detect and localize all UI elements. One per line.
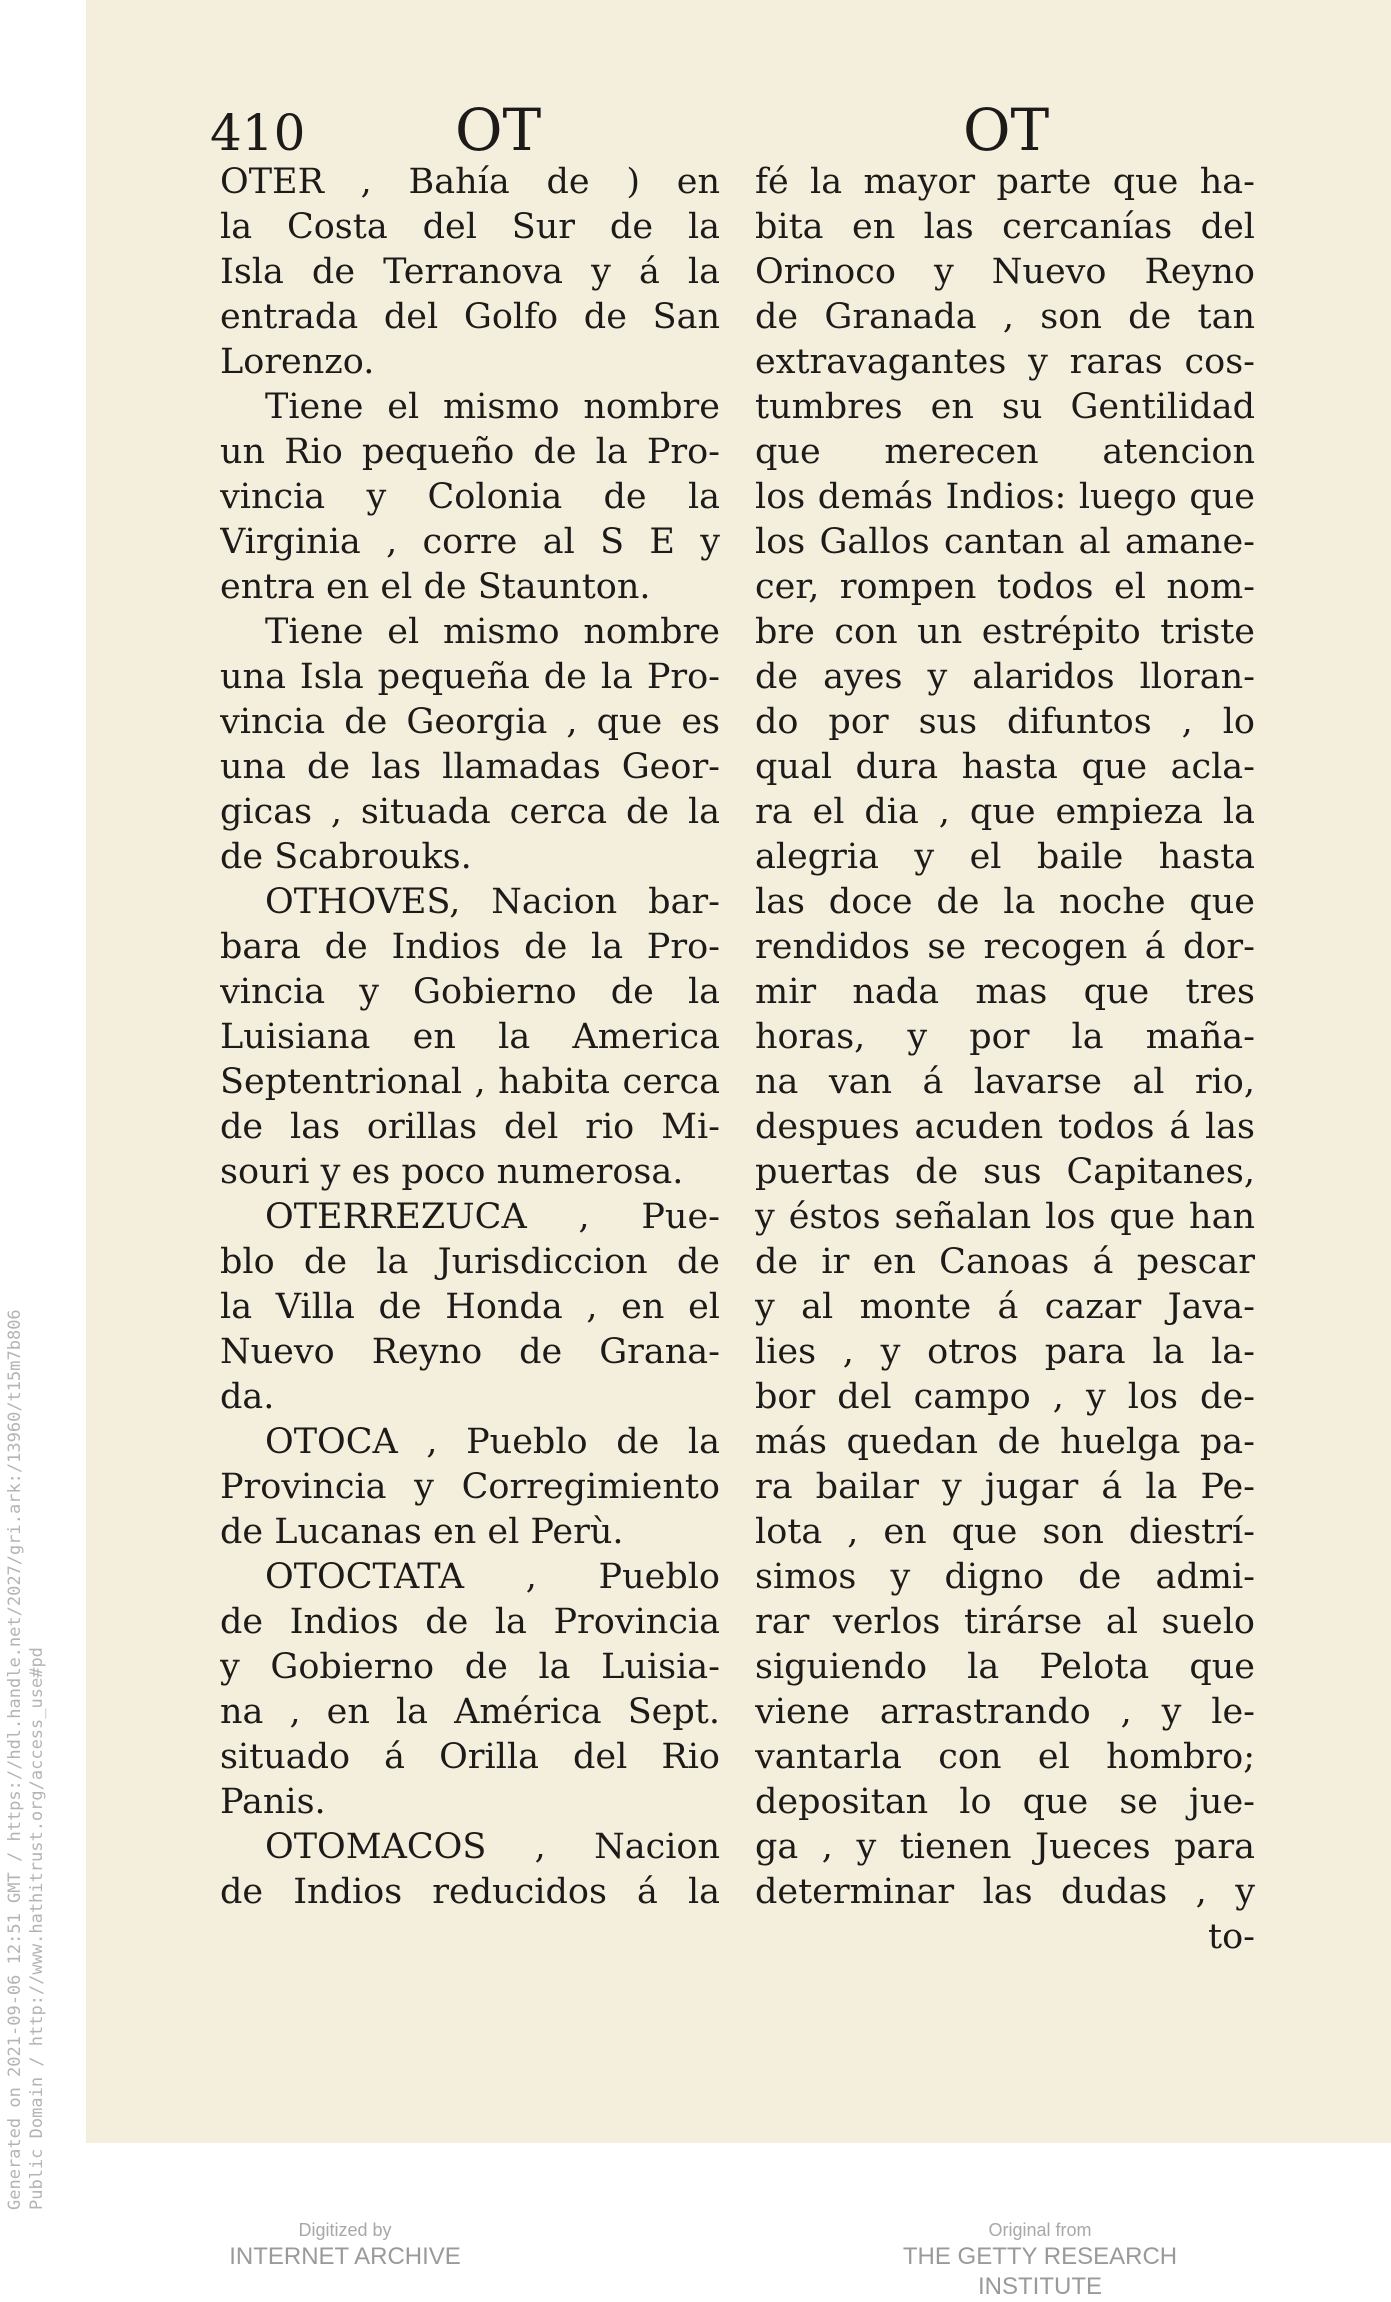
text-line: de Granada , son de tan: [755, 297, 1255, 337]
text-line: tumbres en su Gentilidad: [755, 387, 1255, 427]
digitized-by-credit: [220, 2218, 470, 2272]
text-line: gicas , situada cerca de la: [220, 792, 720, 832]
text-line: de ayes y alaridos lloran-: [755, 657, 1255, 697]
text-line: lota , en que son diestrí-: [755, 1512, 1255, 1552]
text-line: una de las llamadas Geor-: [220, 747, 720, 787]
generated-notice-line: Generated on 2021-09-06 12:51 GMT / https://hdl.handle.net/2027/gri.ark:/13960/t15m7b806: [5, 1309, 25, 2210]
text-line: Luisiana en la America: [220, 1017, 720, 1057]
text-line: despues acuden todos á las: [755, 1107, 1255, 1147]
text-line: da.: [220, 1377, 275, 1417]
text-line: y Gobierno de la Luisia-: [220, 1647, 720, 1687]
left-text-column: [220, 160, 720, 1915]
running-head-left: OT: [455, 96, 542, 164]
text-line: un Rio pequeño de la Pro-: [220, 432, 720, 472]
text-line: extravagantes y raras cos-: [755, 342, 1255, 382]
right-text-column: [755, 160, 1255, 1960]
text-line: rar verlos tirárse al suelo: [755, 1602, 1255, 1642]
text-line: Orinoco y Nuevo Reyno: [755, 252, 1255, 292]
text-line: Septentrional , habita cerca: [220, 1062, 720, 1102]
text-line: OTOCA , Pueblo de la: [265, 1422, 720, 1462]
text-line: bor del campo , y los de-: [755, 1377, 1255, 1417]
text-line: una Isla pequeña de la Pro-: [220, 657, 720, 697]
text-line: OTHOVES, Nacion bar-: [265, 882, 720, 922]
text-line: Nuevo Reyno de Grana-: [220, 1332, 720, 1372]
text-line: Panis.: [220, 1782, 326, 1822]
text-line: vincia y Colonia de la: [220, 477, 720, 517]
text-line: mir nada mas que tres: [755, 972, 1255, 1012]
text-line: na , en la América Sept.: [220, 1692, 720, 1732]
getty-institute-label: THE GETTY RESEARCH INSTITUTE: [902, 2243, 1178, 2300]
text-line: los Gallos cantan al amane-: [755, 522, 1255, 562]
text-line: Lorenzo.: [220, 342, 375, 382]
text-line: Provincia y Corregimiento: [220, 1467, 720, 1507]
text-line: Tiene el mismo nombre: [265, 387, 720, 427]
text-line: rendidos se recogen á dor-: [755, 927, 1255, 967]
text-line: simos y digno de admi-: [755, 1557, 1255, 1597]
text-line: y éstos señalan los que han: [755, 1197, 1255, 1237]
text-line: la Villa de Honda , en el: [220, 1287, 720, 1327]
text-line: ra el dia , que empieza la: [755, 792, 1255, 832]
text-line: los demás Indios: luego que: [755, 477, 1255, 517]
text-line: na van á lavarse al rio,: [755, 1062, 1255, 1102]
text-line: situado á Orilla del Rio: [220, 1737, 720, 1777]
text-line: determinar las dudas , y: [755, 1872, 1255, 1912]
text-line: Tiene el mismo nombre: [265, 612, 720, 652]
text-line: de Lucanas en el Perù.: [220, 1512, 624, 1552]
text-line: bita en las cercanías del: [755, 207, 1255, 247]
original-from-credit: [840, 2218, 1240, 2302]
text-line: OTERREZUCA , Pue-: [265, 1197, 720, 1237]
text-line: depositan lo que se jue-: [755, 1782, 1255, 1822]
internet-archive-label: INTERNET ARCHIVE: [229, 2243, 461, 2270]
text-line: de las orillas del rio Mi-: [220, 1107, 720, 1147]
text-line: bre con un estrépito triste: [755, 612, 1255, 652]
text-line: Virginia , corre al S E y: [220, 522, 720, 562]
page-number: 410: [210, 104, 306, 162]
text-line: ra bailar y jugar á la Pe-: [755, 1467, 1255, 1507]
text-line: entrada del Golfo de San: [220, 297, 720, 337]
text-line: lies , y otros para la la-: [755, 1332, 1255, 1372]
text-line: vincia y Gobierno de la: [220, 972, 720, 1012]
text-line: bara de Indios de la Pro-: [220, 927, 720, 967]
text-line: to-: [1208, 1917, 1255, 1957]
text-line: siguiendo la Pelota que: [755, 1647, 1255, 1687]
original-from-label: Original from: [988, 2220, 1092, 2240]
text-line: blo de la Jurisdiccion de: [220, 1242, 720, 1282]
text-line: y al monte á cazar Java-: [755, 1287, 1255, 1327]
text-line: do por sus difuntos , lo: [755, 702, 1255, 742]
text-line: que merecen atencion: [755, 432, 1255, 472]
text-line: Isla de Terranova y á la: [220, 252, 720, 292]
running-head-right: OT: [963, 96, 1050, 164]
text-line: las doce de la noche que: [755, 882, 1255, 922]
text-line: la Costa del Sur de la: [220, 207, 720, 247]
text-line: vantarla con el hombro;: [755, 1737, 1255, 1777]
text-line: de Indios reducidos á la: [220, 1872, 720, 1912]
text-line: de Scabrouks.: [220, 837, 472, 877]
public-domain-notice-line: Public Domain / http://www.hathitrust.org/access_use#pd: [27, 1647, 47, 2210]
digitized-by-label: Digitized by: [298, 2220, 392, 2240]
text-line: ga , y tienen Jueces para: [755, 1827, 1255, 1867]
text-line: souri y es poco numerosa.: [220, 1152, 684, 1192]
text-line: entra en el de Staunton.: [220, 567, 651, 607]
text-line: viene arrastrando , y le-: [755, 1692, 1255, 1732]
text-line: de ir en Canoas á pescar: [755, 1242, 1255, 1282]
text-line: horas, y por la maña-: [755, 1017, 1255, 1057]
text-line: fé la mayor parte que ha-: [755, 162, 1255, 202]
text-line: puertas de sus Capitanes,: [755, 1152, 1255, 1192]
text-line: cer, rompen todos el nom-: [755, 567, 1255, 607]
text-line: más quedan de huelga pa-: [755, 1422, 1255, 1462]
text-line: vincia de Georgia , que es: [220, 702, 720, 742]
hathitrust-notice: [4, 1309, 48, 2210]
text-line: qual dura hasta que acla-: [755, 747, 1255, 787]
text-line: OTER , Bahía de ) en: [220, 162, 720, 202]
text-line: OTOCTATA , Pueblo: [265, 1557, 720, 1597]
text-line: de Indios de la Provincia: [220, 1602, 720, 1642]
text-line: OTOMACOS , Nacion: [265, 1827, 720, 1867]
text-line: alegria y el baile hasta: [755, 837, 1255, 877]
